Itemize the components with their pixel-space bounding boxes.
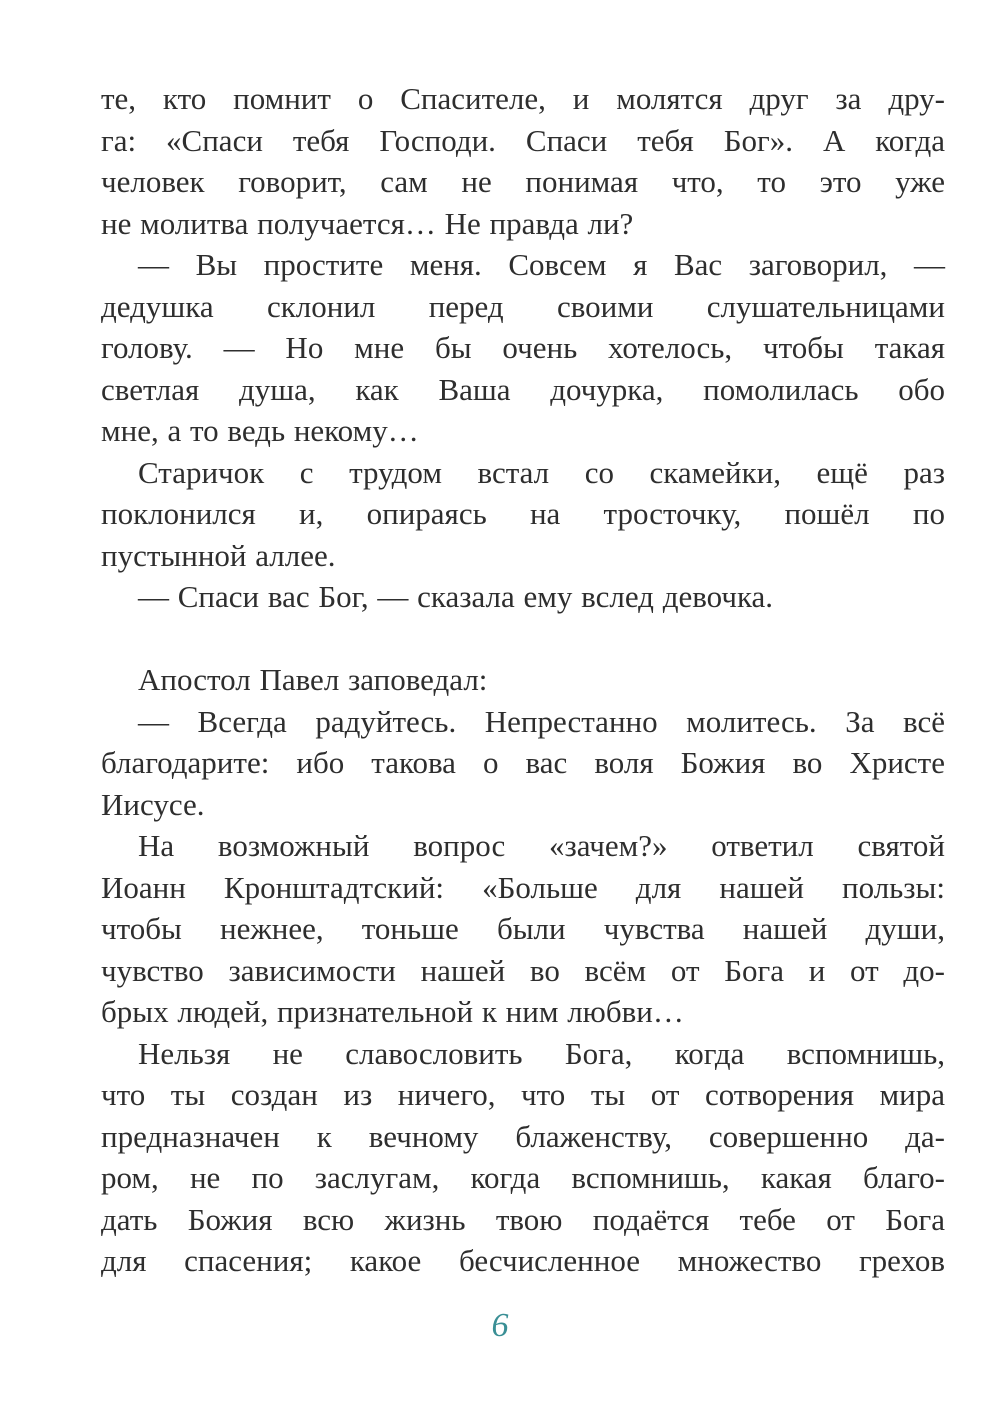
section-break <box>101 618 945 660</box>
paragraph <box>101 1033 945 1282</box>
text-line: Апостол Павел заповедал: <box>138 662 488 697</box>
text-line: Иоанн Кронштадтский: «Больше для нашей пользы: <box>101 869 945 905</box>
text-line: — Всегда радуйтесь. Непрестанно молитесь. За всё <box>138 703 945 739</box>
text-line: — Спаси вас Бог, — сказала ему вслед девочка. <box>138 579 774 614</box>
text-line: для спасения; какое бесчисленное множество грехов <box>101 1243 945 1278</box>
text-line: Нельзя не славословить Бога, когда вспомнишь, <box>138 1035 945 1071</box>
paragraph <box>101 825 945 1033</box>
text-line: чувство зависимости нашей во всём от Бога и от до- <box>101 952 945 988</box>
page-text <box>101 78 945 1282</box>
text-line: голову. — Но мне бы очень хотелось, чтобы такая <box>101 330 945 365</box>
paragraph <box>101 701 945 826</box>
text-line: человек говорит, сам не понимая что, то это уже <box>101 164 945 199</box>
text-line: дать Божия всю жизнь твою подаётся тебе от Бога <box>101 1201 945 1237</box>
page-number: 6 <box>491 1307 509 1344</box>
text-line: пустынной аллее. <box>101 537 336 573</box>
text-line: ром, не по заслугам, когда вспомнишь, какая благо- <box>101 1160 945 1195</box>
paragraph <box>101 659 945 701</box>
text-line: На возможный вопрос «зачем?» ответил святой <box>138 828 945 863</box>
text-line: поклонился и, опираясь на тросточку, пошёл по <box>101 496 945 531</box>
text-line: благодарите: ибо такова о вас воля Божия во Христе <box>101 745 945 780</box>
text-line: мне, а то ведь некому… <box>101 413 419 448</box>
text-line: чтобы нежнее, тоньше были чувства нашей души, <box>101 911 945 946</box>
text-line: предназначен к вечному блаженству, совершенно да- <box>101 1118 945 1154</box>
text-line: га: «Спаси тебя Господи. Спаси тебя Бог». А когда <box>101 122 945 158</box>
paragraph <box>101 78 945 244</box>
paragraph <box>101 244 945 452</box>
text-line: Старичок с трудом встал со скамейки, ещё раз <box>138 454 945 490</box>
text-line: светлая душа, как Ваша дочурка, помолилась обо <box>101 371 945 407</box>
text-line: не молитва получается… Не правда ли? <box>101 205 634 241</box>
text-line: Иисусе. <box>101 786 205 822</box>
text-line: брых людей, признательной к ним любви… <box>101 994 684 1029</box>
paragraph <box>101 576 945 618</box>
text-line: те, кто помнит о Спасителе, и молятся друг за дру- <box>101 81 945 116</box>
paragraph <box>101 452 945 577</box>
text-line: что ты создан из ничего, что ты от сотворения мира <box>101 1077 945 1112</box>
text-line: дедушка склонил перед своими слушательницами <box>101 288 945 324</box>
text-line: — Вы простите меня. Совсем я Вас заговорил, — <box>138 247 945 282</box>
